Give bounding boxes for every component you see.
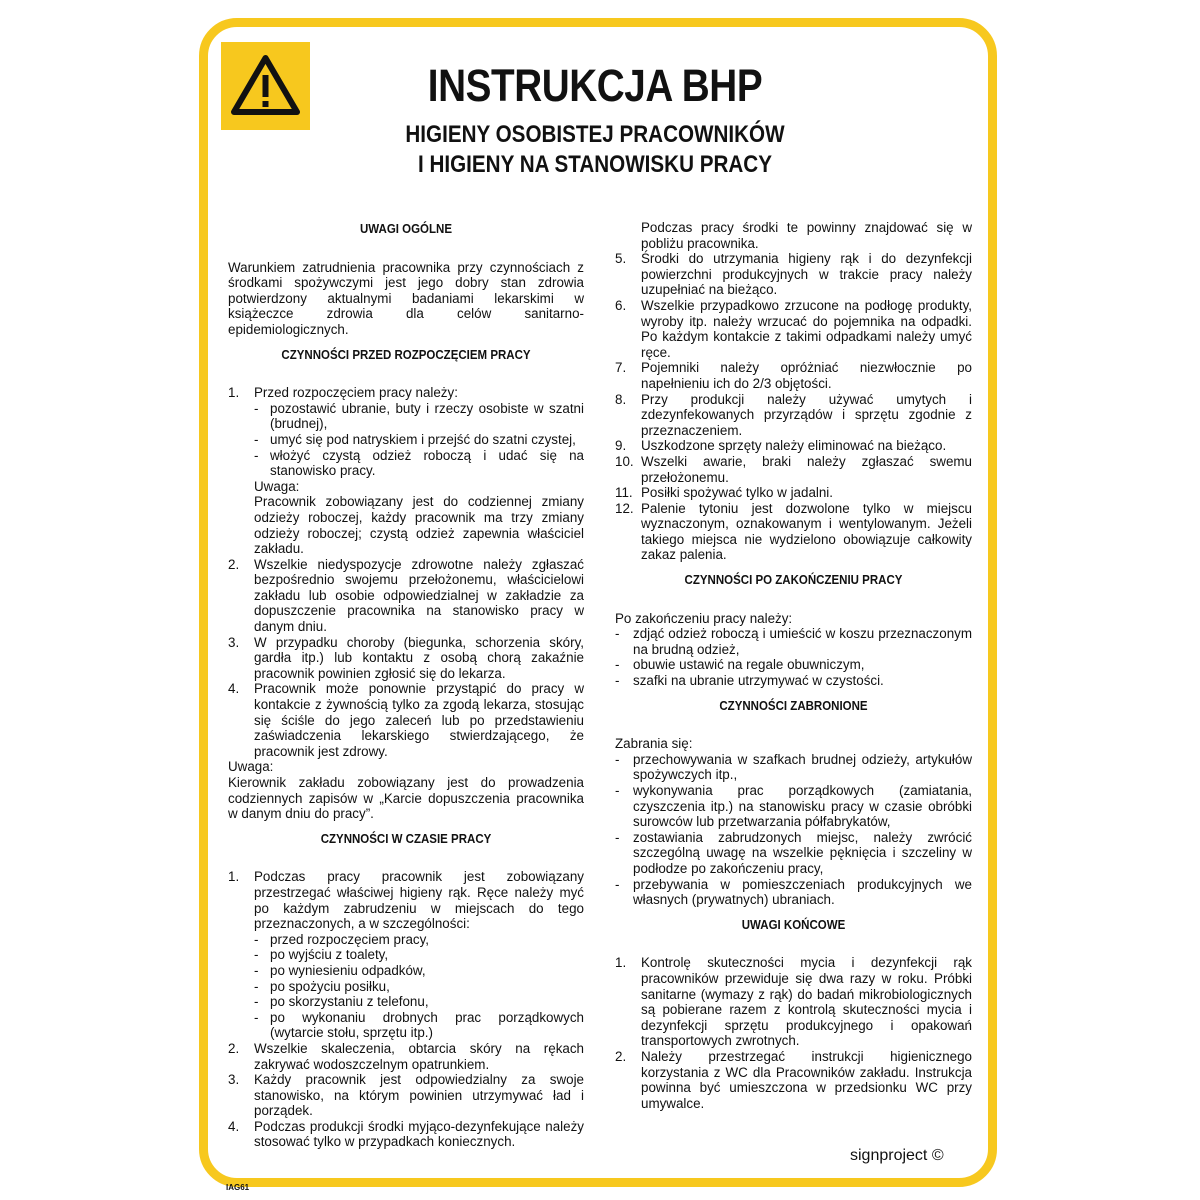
- page-title: INSTRUKCJA BHP: [427, 60, 763, 111]
- left-column: [228, 222, 584, 1150]
- list-item: 8. Przy produkcji należy używać umytych i zdezynfekowanych przyrządów i sprzętu zgodnie z przeznaczeniem.: [615, 391, 972, 438]
- section-heading: CZYNNOŚCI PO ZAKOŃCZENIU PRACY: [684, 573, 903, 588]
- sub-list: [228, 932, 584, 1041]
- list-item: 3. Każdy pracownik jest odpowiedzialny za swoje stanowisko, na którym powinien utrzymywać ład i porządek.: [228, 1072, 584, 1119]
- section-heading: CZYNNOŚCI W CZASIE PRACY: [320, 831, 492, 846]
- product-code: IAG61: [226, 1183, 250, 1192]
- note-text: Pracownik zobowiązany jest do codziennej zmiany odzieży roboczej, każdy pracownik ma trzy zmiany odzieży roboczej; czystą odzież zapewnia właściciel zakładu.: [254, 494, 584, 557]
- right-column: [615, 220, 972, 1111]
- list-item: 3. W przypadku choroby (biegunka, schorzenia skóry, gardła itp.) lub kontaktu z osobą chorą zakaźnie pracownik powinien zgłosić się do lekarza.: [228, 634, 584, 681]
- list-item: - szafki na ubranie utrzymywać w czystości.: [615, 673, 884, 689]
- list-item: 7. Pojemniki należy opróżniać niezwłocznie po napełnieniu ich do 2/3 objętości.: [615, 360, 972, 391]
- section-heading: UWAGI OGÓLNE: [360, 222, 452, 236]
- note-text: Kierownik zakładu zobowiązany jest do prowadzenia codziennych zapisów w „Karcie dopuszczenia pracownika w danym dniu do pracy”.: [228, 775, 584, 822]
- brand-label: signproject ©: [850, 1147, 944, 1164]
- list-item: - przed rozpoczęciem pracy,: [254, 931, 430, 947]
- section-heading: CZYNNOŚCI PRZED ROZPOCZĘCIEM PRACY: [281, 347, 531, 362]
- list-item: - obuwie ustawić na regale obuwniczym,: [615, 657, 865, 673]
- warning-sign-box: [221, 42, 310, 130]
- list-item: - zdjąć odzież roboczą i umieścić w koszu przeznaczonym na brudną odzież,: [615, 626, 972, 657]
- list-item: 2. Należy przestrzegać instrukcji higienicznego korzystania z WC dla Pracowników zakładu. Instrukcja powinna być umieszczona w przedsionku WC przy umywalce.: [615, 1048, 972, 1111]
- list-item: 10. Wszelki awarie, braki należy zgłaszać swemu przełożonemu.: [615, 453, 972, 485]
- list-item: 11. Posiłki spożywać tylko w jadalni.: [615, 485, 834, 501]
- list-item: 1. Kontrolę skuteczności mycia i dezynfekcji rąk pracowników przewiduje się dwa razy w roku. Próbki sanitarne (wymazy z rąk) do badań mikrobiologicznych są pobierane razem z kontrolą skuteczności mycia i dezynfekcji sprzętu produkcyjnego i opakowań transportowych zwrotnych.: [615, 955, 972, 1049]
- list-item: - zostawiania zabrudzonych miejsc, należy zwrócić szczególną uwagę na wszelkie pęknięcia i szczeliny w podłodze po zakończeniu pracy,: [615, 829, 972, 876]
- list-item: - po spożyciu posiłku,: [254, 978, 390, 994]
- warning-triangle-icon: [221, 42, 310, 130]
- page-subtitle: [341, 120, 848, 180]
- subtitle-line: HIGIENY OSOBISTEJ PRACOWNIKÓW: [405, 121, 785, 148]
- list-item: 2. Wszelkie skaleczenia, obtarcia skóry na rękach zakrywać wodoszczelnym opatrunkiem.: [228, 1040, 584, 1072]
- section-heading: CZYNNOŚCI ZABRONIONE: [719, 698, 868, 713]
- list-item: 4. Podczas produkcji środki myjąco-dezynfekujące należy stosować tylko w przypadkach koniecznych.: [228, 1118, 584, 1150]
- list-item: - umyć się pod natryskiem i przejść do szatni czystej,: [254, 431, 576, 447]
- sub-list: [228, 401, 584, 557]
- list-item: 5. Środki do utrzymania higieny rąk i do dezynfekcji powierzchni produkcyjnych w trakcie pracy należy uzupełniać na bieżąco.: [615, 251, 972, 298]
- list-item: Podczas pracy środki te powinny znajdować się w pobliżu pracownika.: [641, 220, 972, 251]
- list-item: 9. Uszkodzone sprzęty należy eliminować na bieżąco.: [615, 438, 947, 454]
- list-item: 6. Wszelkie przypadkowo zrzucone na podłogę produkty, wyroby itp. należy wrzucać do pojemnika na odpadki. Po każdym kontakcie z takimi odpadkami należy umyć ręce.: [615, 297, 972, 360]
- general-remarks-text: Warunkiem zatrudnienia pracownika przy czynnościach z środkami spożywczymi jest jego dobry stan zdrowia potwierdzony aktualnymi badaniami lekarskimi w książeczce zdrowia dla celów sanitarno-epidemiologicznych.: [228, 259, 584, 337]
- list-item: 4. Pracownik może ponownie przystąpić do pracy w kontakcie z żywnością tylko za zgodą lekarza, stosując się ściśle do jego zaleceń lub po przedstawieniu zaświadczenia lekarskiego stwierdzającego, że pracownik jest zdrowy.: [228, 681, 584, 759]
- note-label: Uwaga:: [228, 759, 274, 775]
- section-heading: UWAGI KOŃCOWE: [741, 917, 846, 932]
- list-item: - po wyniesieniu odpadków,: [254, 962, 426, 978]
- list-item: 1. Przed rozpoczęciem pracy należy:: [228, 385, 458, 401]
- list-item: 12. Palenie tytoniu jest dozwolone tylko w miejscu wyznaczonym, oznakowanym i wentylowanym. Jeżeli takiego miejsca nie wydzielono obowiązuje całkowity zakaz palenia.: [615, 500, 972, 563]
- list-item: - po wykonaniu drobnych prac porządkowych (wytarcie stołu, sprzętu itp.): [254, 1009, 584, 1041]
- list-item: - pozostawić ubranie, buty i rzeczy osobiste w szatni (brudnej),: [254, 400, 584, 432]
- section-intro: Po zakończeniu pracy należy:: [615, 610, 793, 626]
- list-item: - przebywania w pomieszczeniach produkcyjnych we własnych (prywatnych) ubraniach.: [615, 876, 972, 908]
- list-item: - wykonywania prac porządkowych (zamiatania, czyszczenia itp.) na stanowisku pracy w czasie obróbki surowców lub przetwarzania półfabrykatów,: [615, 783, 972, 830]
- list-item: - włożyć czystą odzież roboczą i udać się na stanowisko pracy.: [254, 447, 584, 479]
- list-item: 2. Wszelkie niedyspozycje zdrowotne należy zgłaszać bezpośrednio swojemu przełożonemu, właścicielowi zakładu lub osobie odpowiedzialnej w zakładzie za dopuszczenie pracownika na stanowisko pracy w danym dniu.: [228, 556, 584, 635]
- note-label: Uwaga:: [254, 478, 300, 494]
- subtitle-line: I HIGIENY NA STANOWISKU PRACY: [418, 151, 772, 178]
- list-item: 1. Podczas pracy pracownik jest zobowiązany przestrzegać właściwej higieny rąk. Ręce należy myć po każdym zabrudzeniu w miejscach do tego przeznaczonych, a w szczególności:: [228, 869, 584, 932]
- section-intro: Zabrania się:: [615, 736, 693, 752]
- list-item: - przechowywania w szafkach brudnej odzieży, artykułów spożywczych itp.,: [615, 751, 972, 783]
- list-item: - po skorzystaniu z telefonu,: [254, 994, 429, 1010]
- list-item: - po wyjściu z toalety,: [254, 947, 389, 963]
